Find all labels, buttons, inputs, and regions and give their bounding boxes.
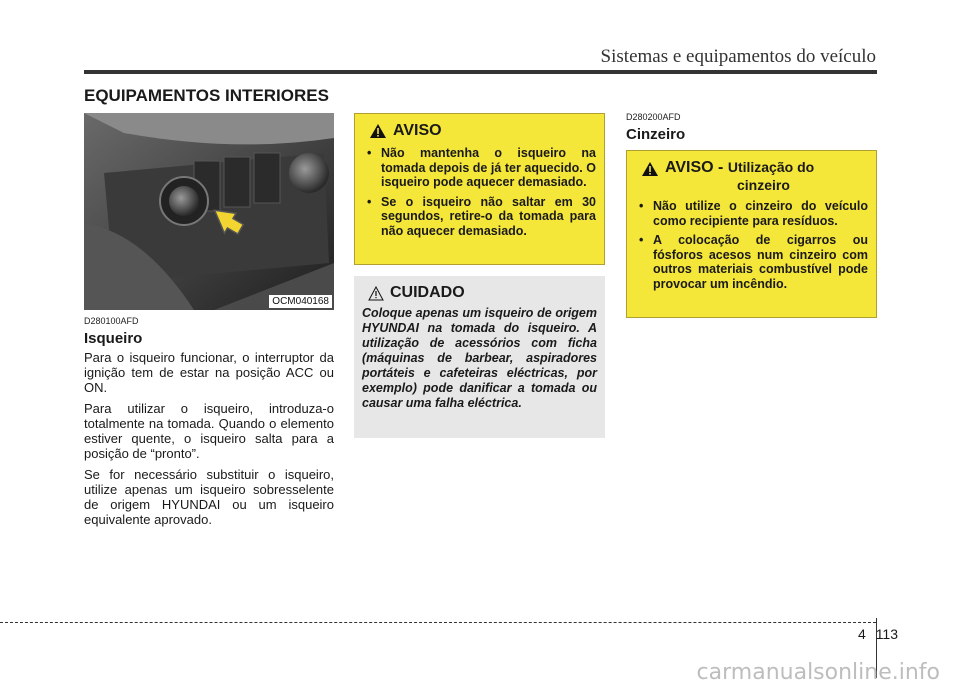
aviso-heading xyxy=(369,122,596,140)
aviso-item-2: • Se o isqueiro não saltar em 30 segundos, retire-o da tomada para não aquecer demasiado. xyxy=(363,195,596,239)
footer-rule xyxy=(0,622,876,623)
caution-triangle-icon xyxy=(368,286,384,301)
aviso2-item-2: • A colocação de cigarros ou fósforos acesos num cinzeiro com outros materiais combustível pode provocar um incêndio. xyxy=(635,233,868,291)
warning-triangle-icon xyxy=(369,123,387,139)
aviso-box-ashtray xyxy=(626,150,877,318)
aviso2-title: AVISO - xyxy=(665,159,724,176)
cuidado-box xyxy=(354,276,605,438)
lighter-photo-illustration xyxy=(84,113,334,310)
aviso-box-lighter xyxy=(354,113,605,265)
aviso-item-1: • Não mantenha o isqueiro na tomada depois de já ter aquecido. O isqueiro pode aquecer demasiado. xyxy=(363,146,596,190)
aviso-title: AVISO xyxy=(393,122,442,139)
page-header-title: Sistemas e equipamentos do veículo xyxy=(600,46,876,67)
cuidado-title: CUIDADO xyxy=(390,284,465,301)
page-number-value: 113 xyxy=(875,626,899,642)
cuidado-heading xyxy=(368,284,597,302)
warning-triangle-icon xyxy=(641,161,659,177)
aviso2-item-1: • Não utilize o cinzeiro do veículo como recipiente para resíduos. xyxy=(635,199,868,228)
aviso2-subtitle-1: Utilização do xyxy=(727,159,815,175)
photo-code: OCM040168 xyxy=(269,295,332,308)
cinzeiro-heading: Cinzeiro xyxy=(626,126,686,143)
aviso2-subtitle-2: cinzeiro xyxy=(737,177,790,193)
aviso2-heading xyxy=(641,159,868,193)
page-number xyxy=(858,626,898,642)
isqueiro-body xyxy=(84,350,334,533)
aviso-list xyxy=(363,146,596,238)
isqueiro-paragraph-3: Se for necessário substituir o isqueiro, utilize apenas um isqueiro sobresselente de origem HYUNDAI ou um isqueiro equivalente aprovado. xyxy=(84,467,334,527)
cinzeiro-code: D280200AFD xyxy=(626,112,681,122)
section-title: EQUIPAMENTOS INTERIORES xyxy=(84,86,329,105)
isqueiro-heading: Isqueiro xyxy=(84,330,143,347)
isqueiro-code: D280100AFD xyxy=(84,316,139,326)
aviso2-list xyxy=(635,199,868,291)
header-rule xyxy=(84,70,877,74)
lighter-photo xyxy=(84,113,334,310)
isqueiro-paragraph-2: Para utilizar o isqueiro, introduza-o totalmente na tomada. Quando o elemento estiver quente, o isqueiro salta para a posição de “pronto”. xyxy=(84,401,334,461)
aviso2-title-block xyxy=(665,159,814,193)
watermark: carmanualsonline.info xyxy=(696,660,940,685)
isqueiro-paragraph-1: Para o isqueiro funcionar, o interruptor da ignição tem de estar na posição ACC ou ON. xyxy=(84,350,334,395)
cuidado-text: Coloque apenas um isqueiro de origem HYUNDAI na tomada do isqueiro. A utilização de acessórios com ficha (máquinas de barbear, aspiradores portáteis e cafeteiras eléctricas, por exemplo) pode danificar a tomada ou causar uma falha eléctrica. xyxy=(362,306,597,410)
chapter-number: 4 xyxy=(858,626,866,642)
